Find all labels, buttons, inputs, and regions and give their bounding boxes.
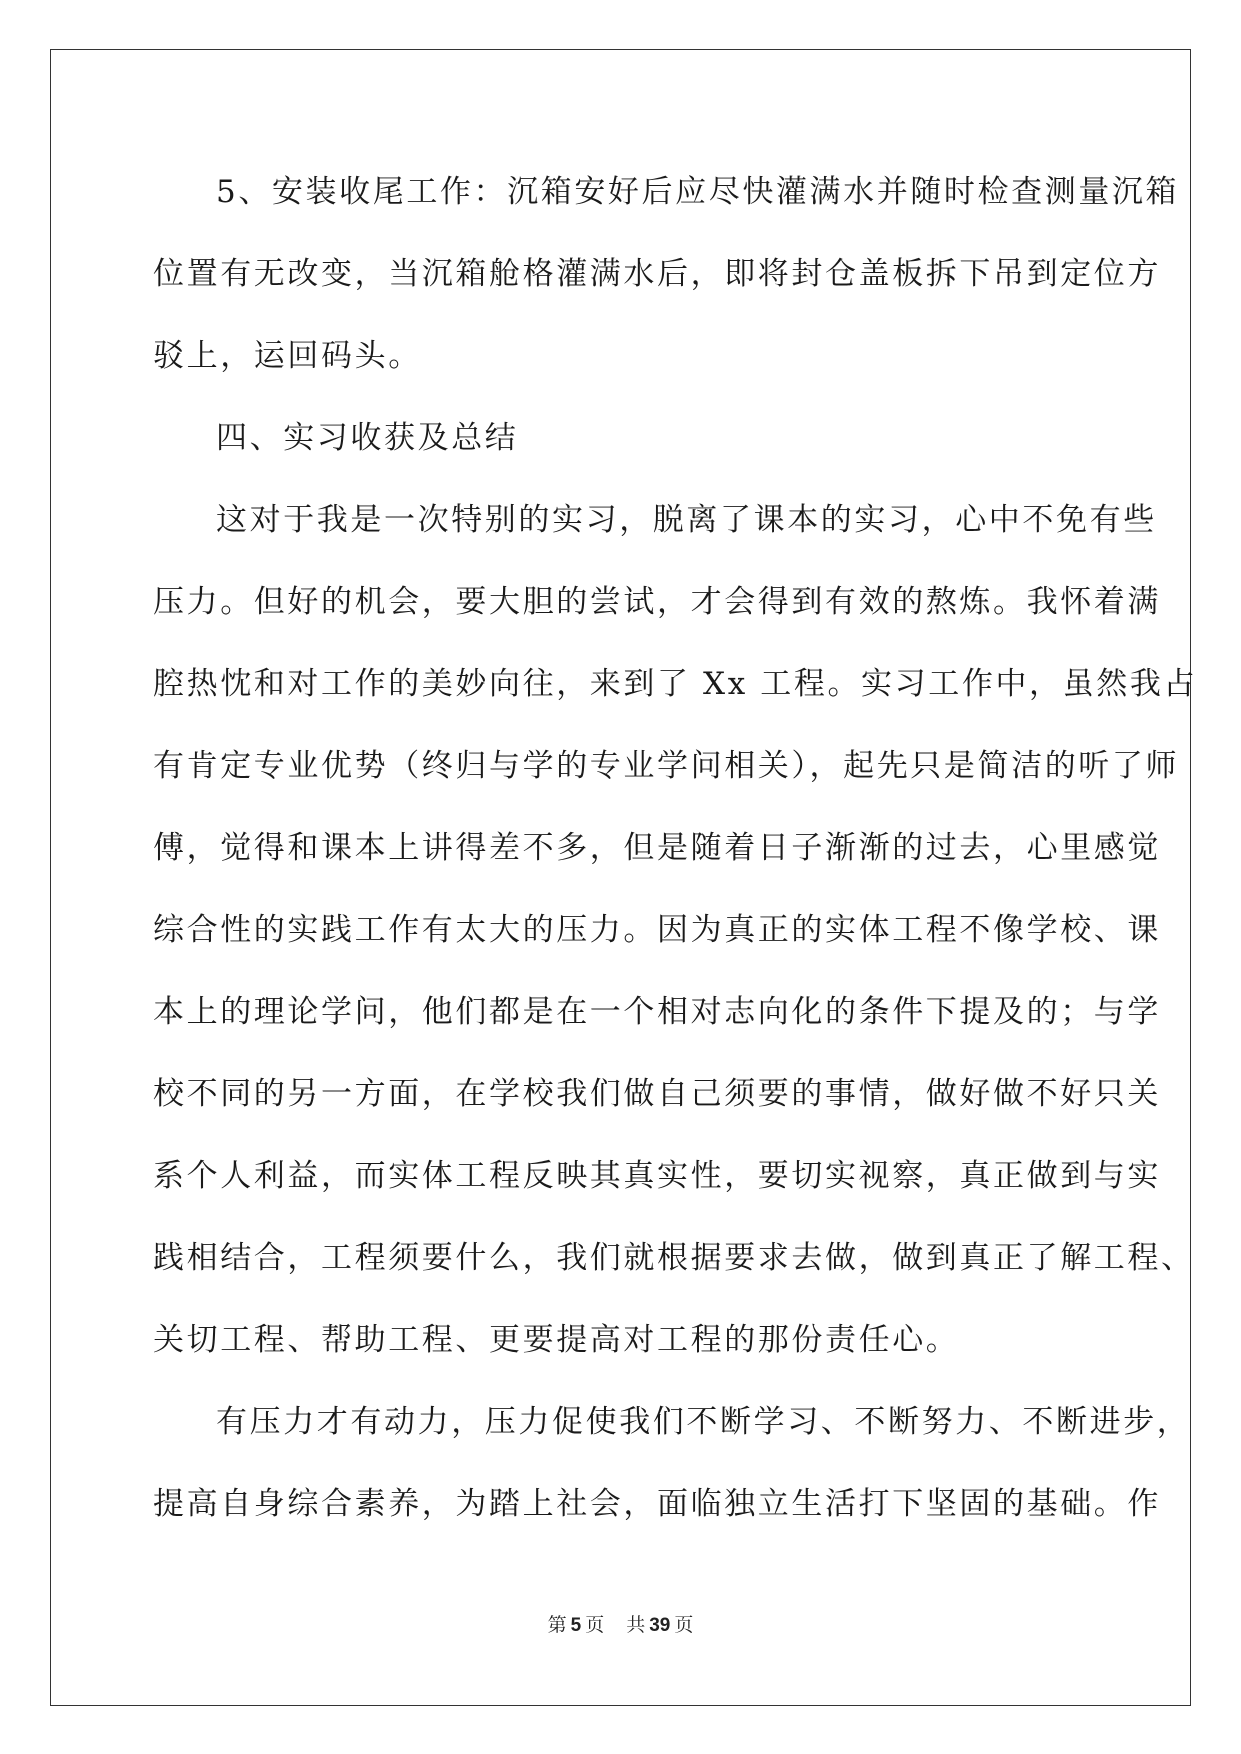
paragraph-line: 系个人利益，而实体工程反映其真实性，要切实视察，真正做到与实: [153, 1158, 1161, 1194]
footer-page-suffix: 页: [585, 1614, 605, 1636]
paragraph-line: 关切工程、帮助工程、更要提高对工程的那份责任心。: [153, 1322, 960, 1358]
paragraph-line: 腔热忱和对工作的美妙向往，来到了 Xx 工程。实习工作中，虽然我占: [153, 666, 1198, 702]
paragraph-line: 5、安装收尾工作：沉箱安好后应尽快灌满水并随时检查测量沉箱: [216, 174, 1180, 210]
paragraph-line: 本上的理论学问，他们都是在一个相对志向化的条件下提及的；与学: [153, 994, 1161, 1030]
paragraph-line: 提高自身综合素养，为踏上社会，面临独立生活打下坚固的基础。作: [153, 1486, 1161, 1522]
paragraph-line: 有肯定专业优势（终归与学的专业学问相关），起先只是简洁的听了师: [153, 748, 1180, 784]
paragraph-line: 这对于我是一次特别的实习，脱离了课本的实习，心中不免有些: [216, 502, 1157, 538]
page-footer: [0, 1610, 1241, 1637]
paragraph-line: 驳上，运回码头。: [153, 338, 422, 374]
current-page-number: 5: [570, 1615, 582, 1636]
document-body: [153, 163, 1198, 1557]
paragraph-line: 傅，觉得和课本上讲得差不多，但是随着日子渐渐的过去，心里感觉: [153, 830, 1161, 866]
paragraph-line: 校不同的另一方面，在学校我们做自己须要的事情，做好做不好只关: [153, 1076, 1161, 1112]
paragraph-line: 综合性的实践工作有太大的压力。因为真正的实体工程不像学校、课: [153, 912, 1161, 948]
footer-total-prefix: 共: [626, 1614, 646, 1636]
paragraph-line: 有压力才有动力，压力促使我们不断学习、不断努力、不断进步，: [216, 1404, 1191, 1440]
section-heading: 四、实习收获及总结: [216, 420, 519, 456]
paragraph-line: 践相结合，工程须要什么，我们就根据要求去做，做到真正了解工程、: [153, 1240, 1195, 1276]
paragraph-line: 位置有无改变，当沉箱舱格灌满水后，即将封仓盖板拆下吊到定位方: [153, 256, 1161, 292]
total-page-count: 39: [649, 1615, 671, 1636]
footer-prefix: 第: [547, 1614, 567, 1636]
paragraph-line: 压力。但好的机会，要大胆的尝试，才会得到有效的熬炼。我怀着满: [153, 584, 1161, 620]
footer-total-suffix: 页: [674, 1614, 694, 1636]
